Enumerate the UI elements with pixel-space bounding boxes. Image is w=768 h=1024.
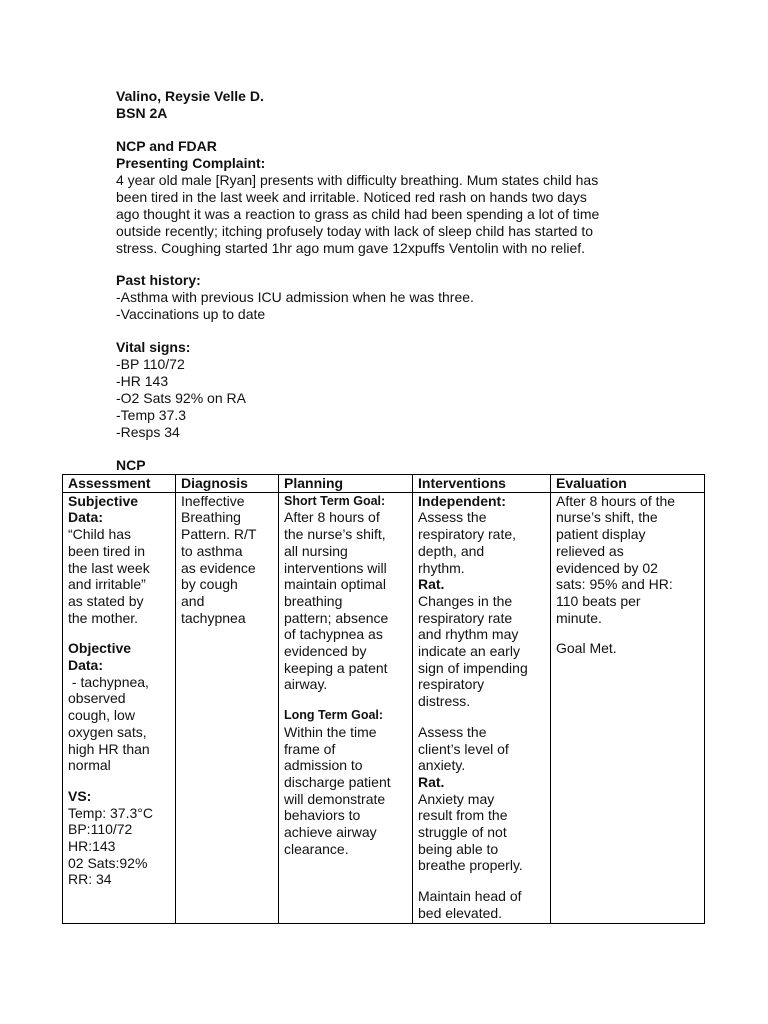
rationale-line: sign of impending [418,659,528,676]
intervention-line: bed elevated. [418,904,503,921]
rationale-line: struggle of not [418,824,507,841]
evaluation-line: 110 beats per [556,592,641,609]
long-term-goal-line: behaviors to [284,807,361,824]
rationale-line: breathe properly. [418,857,523,874]
intervention-line: client’s level of [418,740,509,757]
ncp-header-row [63,475,705,493]
long-term-goal-heading: Long Term Goal: [284,708,384,723]
intervention-line: respiratory rate, [418,526,517,543]
presenting-complaint-heading: Presenting Complaint: [116,155,266,171]
vital-signs-heading: Vital signs: [116,339,191,355]
col-header-assessment: Assessment [63,475,176,493]
vs-line: RR: 34 [68,871,112,888]
long-term-goal-line: Within the time [284,723,377,740]
long-term-goal-line: frame of [284,740,336,757]
diagnosis-line: Breathing [181,509,241,526]
rationale-line: distress. [418,693,471,710]
vital-sign-item: -O2 Sats 92% on RA [116,390,246,406]
intervention-line: rhythm. [418,559,465,576]
short-term-goal-line: airway. [284,676,328,693]
presenting-complaint-body [116,172,676,257]
short-term-goal-line: of tachypnea as [284,626,383,643]
rationale-line: respiratory rate [418,609,513,626]
objective-line: observed [68,690,126,707]
rationale-line: indicate an early [418,643,520,660]
short-term-goal-line: breathing [284,592,343,609]
rationale-line: Changes in the [418,592,513,609]
ncp-table [62,474,705,924]
past-history-item: -Asthma with previous ICU admission when he was three. [116,289,474,305]
intervention-line: Maintain head of [418,888,522,905]
student-name: Valino, Reysie Velle D. [116,88,264,104]
pc-line: 4 year old male [Ryan] presents with difficulty breathing. Mum states child has [116,172,599,188]
evaluation-line: patient display [556,526,646,543]
evaluation-line: evidenced by 02 [556,559,658,576]
col-header-planning: Planning [279,475,413,493]
evaluation-line: sats: 95% and HR: [556,576,673,593]
diagnosis-line: by cough [181,576,238,593]
col-header-diagnosis: Diagnosis [176,475,279,493]
rationale-line: result from the [418,807,508,824]
long-term-goal-line: will demonstrate [284,790,386,807]
evaluation-line: relieved as [556,542,624,559]
rationale-line: being able to [418,840,499,857]
long-term-goal-line: discharge patient [284,773,391,790]
evaluation-result: Goal Met. [556,640,617,657]
short-term-goal-heading: Short Term Goal: [284,493,386,508]
diagnosis-line: Pattern. R/T [181,526,257,543]
short-term-goal-line: evidenced by [284,643,367,660]
pc-line: ago thought it was a reaction to grass as child had been spending a lot of time [116,206,600,222]
ncp-body-row [63,492,705,923]
objective-line: oxygen sats, [68,723,147,740]
rationale-label: Rat. [418,773,445,790]
subjective-line: “Child has [68,526,132,543]
objective-line: high HR than [68,740,150,757]
vs-line: Temp: 37.3°C [68,804,153,821]
interventions-cell [413,492,551,923]
col-header-interventions: Interventions [413,475,551,493]
diagnosis-cell [176,492,279,923]
evaluation-line: minute. [556,609,602,626]
subjective-line: and irritable” [68,576,146,593]
vital-sign-item: -Temp 37.3 [116,407,187,423]
objective-line: - tachypnea, [68,673,149,690]
long-term-goal-line: achieve airway [284,824,377,841]
vs-line: BP:110/72 [68,821,133,838]
past-history-item: -Vaccinations up to date [116,306,266,322]
intervention-line: Assess the [418,509,487,526]
short-term-goal-line: interventions will [284,559,387,576]
long-term-goal-line: clearance. [284,840,349,857]
short-term-goal-line: maintain optimal [284,576,386,593]
pc-line: stress. Coughing started 1hr ago mum gave 12xpuffs Ventolin with no relief. [116,240,586,256]
objective-heading: Objective [68,640,132,657]
col-header-evaluation: Evaluation [551,475,705,493]
vs-line: HR:143 [68,838,116,855]
objective-line: cough, low [68,707,135,724]
subjective-heading: Subjective [68,492,139,509]
ncp-label: NCP [116,457,146,473]
long-term-goal-line: admission to [284,757,363,774]
evaluation-line: After 8 hours of the [556,492,676,509]
subjective-line: the last week [68,559,150,576]
vital-sign-item: -BP 110/72 [116,356,185,372]
intervention-line: Assess the [418,723,487,740]
planning-cell [279,492,413,923]
short-term-goal-line: pattern; absence [284,609,389,626]
diagnosis-line: tachypnea [181,609,246,626]
objective-heading: Data: [68,657,104,674]
subjective-line: the mother. [68,609,139,626]
student-course: BSN 2A [116,105,168,121]
rationale-line: and rhythm may [418,626,519,643]
evaluation-cell [551,492,705,923]
vital-sign-item: -Resps 34 [116,424,180,440]
short-term-goal-line: all nursing [284,542,348,559]
document-title: NCP and FDAR [116,138,217,154]
pc-line: been tired in the last week and irritable. Noticed red rash on hands two days [116,189,587,205]
diagnosis-line: Ineffective [181,492,245,509]
short-term-goal-line: the nurse’s shift, [284,526,386,543]
independent-heading: Independent: [418,492,506,509]
rationale-label: Rat. [418,576,445,593]
short-term-goal-line: keeping a patent [284,659,388,676]
assessment-cell [63,492,176,923]
diagnosis-line: and [181,592,205,609]
intervention-line: depth, and [418,542,485,559]
vital-sign-item: -HR 143 [116,373,169,389]
rationale-line: respiratory [418,676,485,693]
diagnosis-line: to asthma [181,542,243,559]
evaluation-line: nurse’s shift, the [556,509,658,526]
vs-line: 02 Sats:92% [68,854,148,871]
subjective-heading: Data: [68,509,104,526]
short-term-goal-line: After 8 hours of [284,509,380,526]
rationale-line: Anxiety may [418,790,495,807]
subjective-line: been tired in [68,542,146,559]
intervention-line: anxiety. [418,757,466,774]
past-history-heading: Past history: [116,272,201,288]
objective-line: normal [68,757,111,774]
pc-line: outside recently; itching profusely today with lack of sleep child has started to [116,223,594,239]
diagnosis-line: as evidence [181,559,256,576]
vs-heading: VS: [68,787,92,804]
subjective-line: as stated by [68,592,144,609]
